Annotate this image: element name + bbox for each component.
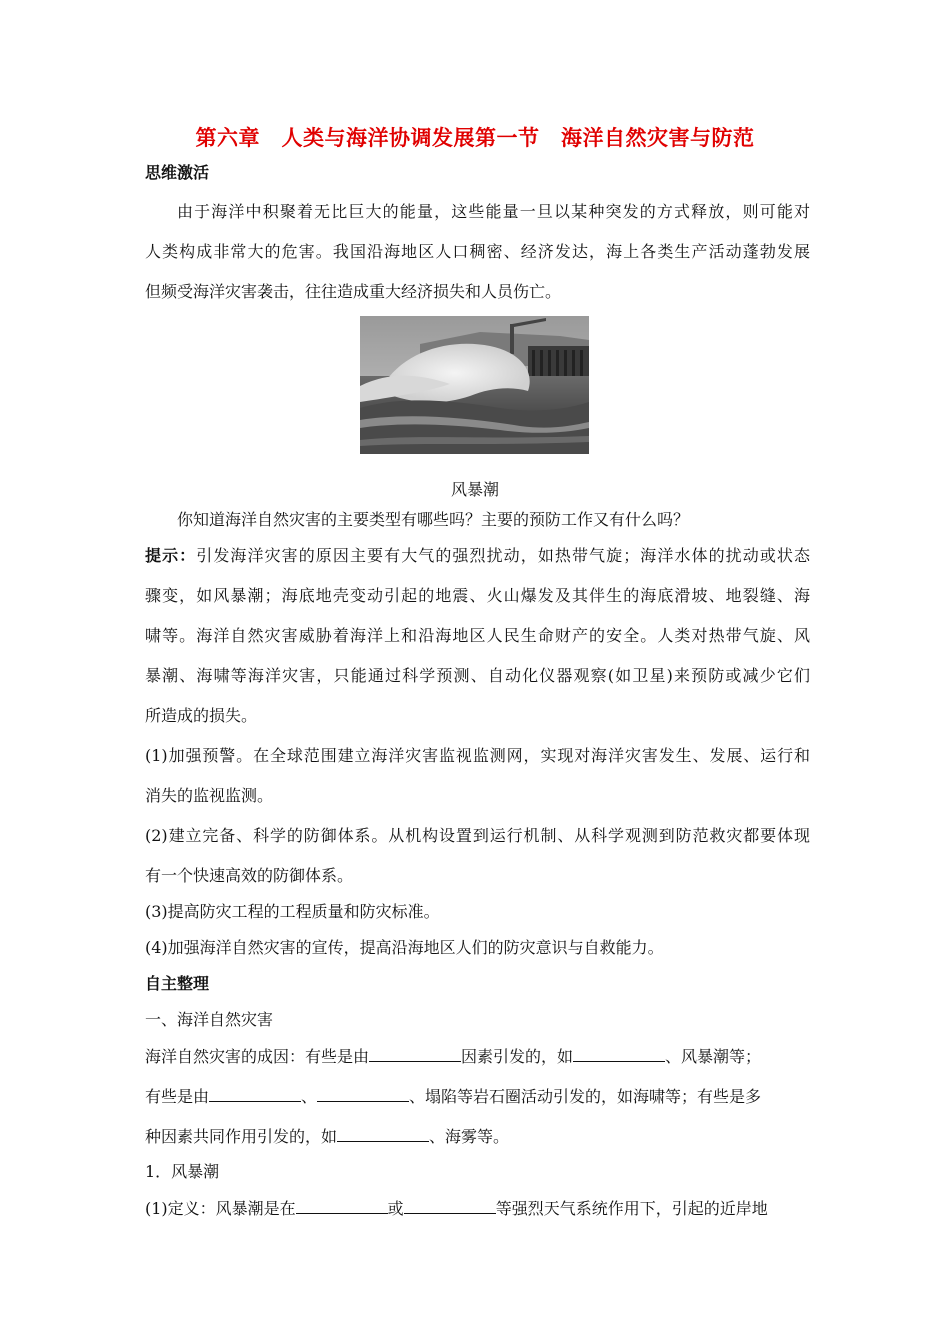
cause-text-1c: 、风暴潮等；	[665, 1047, 762, 1066]
cause-text-1a: 海洋自然灾害的成因：有些是由	[145, 1047, 370, 1066]
storm-surge-photo	[360, 316, 589, 454]
blank-input-4[interactable]	[317, 1086, 409, 1102]
intro-line-3: 但频受海洋灾害袭击，往往造成重大经济损失和人员伤亡。	[145, 282, 562, 301]
measure-line-2: 消失的监视监测。	[145, 786, 274, 805]
cause-line-2	[145, 1086, 810, 1107]
hint-line-3: 啸等。海洋自然灾害威胁着海洋上和沿海地区人民生命财产的安全。人类对热带气旋、风	[145, 626, 810, 645]
hint-line-4: 暴潮、海啸等海洋灾害，只能通过科学预测、自动化仪器观察(如卫星)来预防或减少它们	[145, 666, 810, 685]
cause-text-2b: 、	[301, 1087, 318, 1106]
blank-input-5[interactable]	[337, 1126, 429, 1142]
cause-text-2c: 、塌陷等岩石圈活动引发的，如海啸等；有些是多	[409, 1087, 762, 1106]
cause-text-1b: 因素引发的，如	[461, 1047, 574, 1066]
question-text: 你知道海洋自然灾害的主要类型有哪些吗？主要的预防工作又有什么吗？	[177, 510, 690, 529]
blank-input-3[interactable]	[209, 1086, 301, 1102]
hint-line-5: 所造成的损失。	[145, 706, 258, 725]
definition-text-a: (1)定义：风暴潮是在	[145, 1199, 296, 1218]
cause-line-1	[145, 1046, 810, 1067]
blank-input-7[interactable]	[404, 1198, 496, 1214]
cause-text-3a: 种因素共同作用引发的，如	[145, 1127, 338, 1146]
cause-line-3	[145, 1126, 810, 1147]
page-title: 第六章 人类与海洋协调发展第一节 海洋自然灾害与防范	[195, 125, 755, 150]
measure-line-6: (4)加强海洋自然灾害的宣传，提高沿海地区人们的防灾意识与自救能力。	[145, 938, 664, 957]
measure-line-3: (2)建立完备、科学的防御体系。从机构设置到运行机制、从科学观测到防范救灾都要体现	[145, 826, 810, 845]
blank-input-1[interactable]	[369, 1046, 461, 1062]
definition-line	[145, 1198, 810, 1219]
measure-line-5: (3)提高防灾工程的工程质量和防灾标准。	[145, 902, 440, 921]
definition-text-b: 或	[387, 1199, 404, 1218]
cause-text-2a: 有些是由	[145, 1087, 210, 1106]
definition-text-c: 等强烈天气系统作用下，引起的近岸地	[495, 1199, 768, 1218]
figure-caption: 风暴潮	[450, 480, 499, 499]
blank-input-2[interactable]	[573, 1046, 665, 1062]
intro-line-1: 由于海洋中积聚着无比巨大的能量，这些能量一旦以某种突发的方式释放，则可能对	[177, 202, 810, 221]
subheading-marine-disasters: 一、海洋自然灾害	[145, 1010, 274, 1029]
measure-line-4: 有一个快速高效的防御体系。	[145, 866, 354, 885]
section-heading-self-study: 自主整理	[145, 974, 210, 993]
blank-input-6[interactable]	[296, 1198, 388, 1214]
hint-line-1	[145, 546, 810, 566]
subheading-storm-surge: 1．风暴潮	[145, 1162, 220, 1181]
intro-line-2: 人类构成非常大的危害。我国沿海地区人口稠密、经济发达，海上各类生产活动蓬勃发展	[145, 242, 810, 261]
section-heading-warmup: 思维激活	[145, 163, 210, 182]
hint-label: 提示：	[145, 546, 197, 565]
storm-surge-image	[360, 316, 589, 454]
hint-text: 引发海洋灾害的原因主要有大气的强烈扰动，如热带气旋；海洋水体的扰动或状态	[196, 546, 810, 565]
cause-text-3b: 、海雾等。	[429, 1127, 510, 1146]
hint-line-2: 骤变，如风暴潮；海底地壳变动引起的地震、火山爆发及其伴生的海底滑坡、地裂缝、海	[145, 586, 810, 605]
measure-line-1: (1)加强预警。在全球范围建立海洋灾害监视监测网，实现对海洋灾害发生、发展、运行和	[145, 746, 810, 765]
